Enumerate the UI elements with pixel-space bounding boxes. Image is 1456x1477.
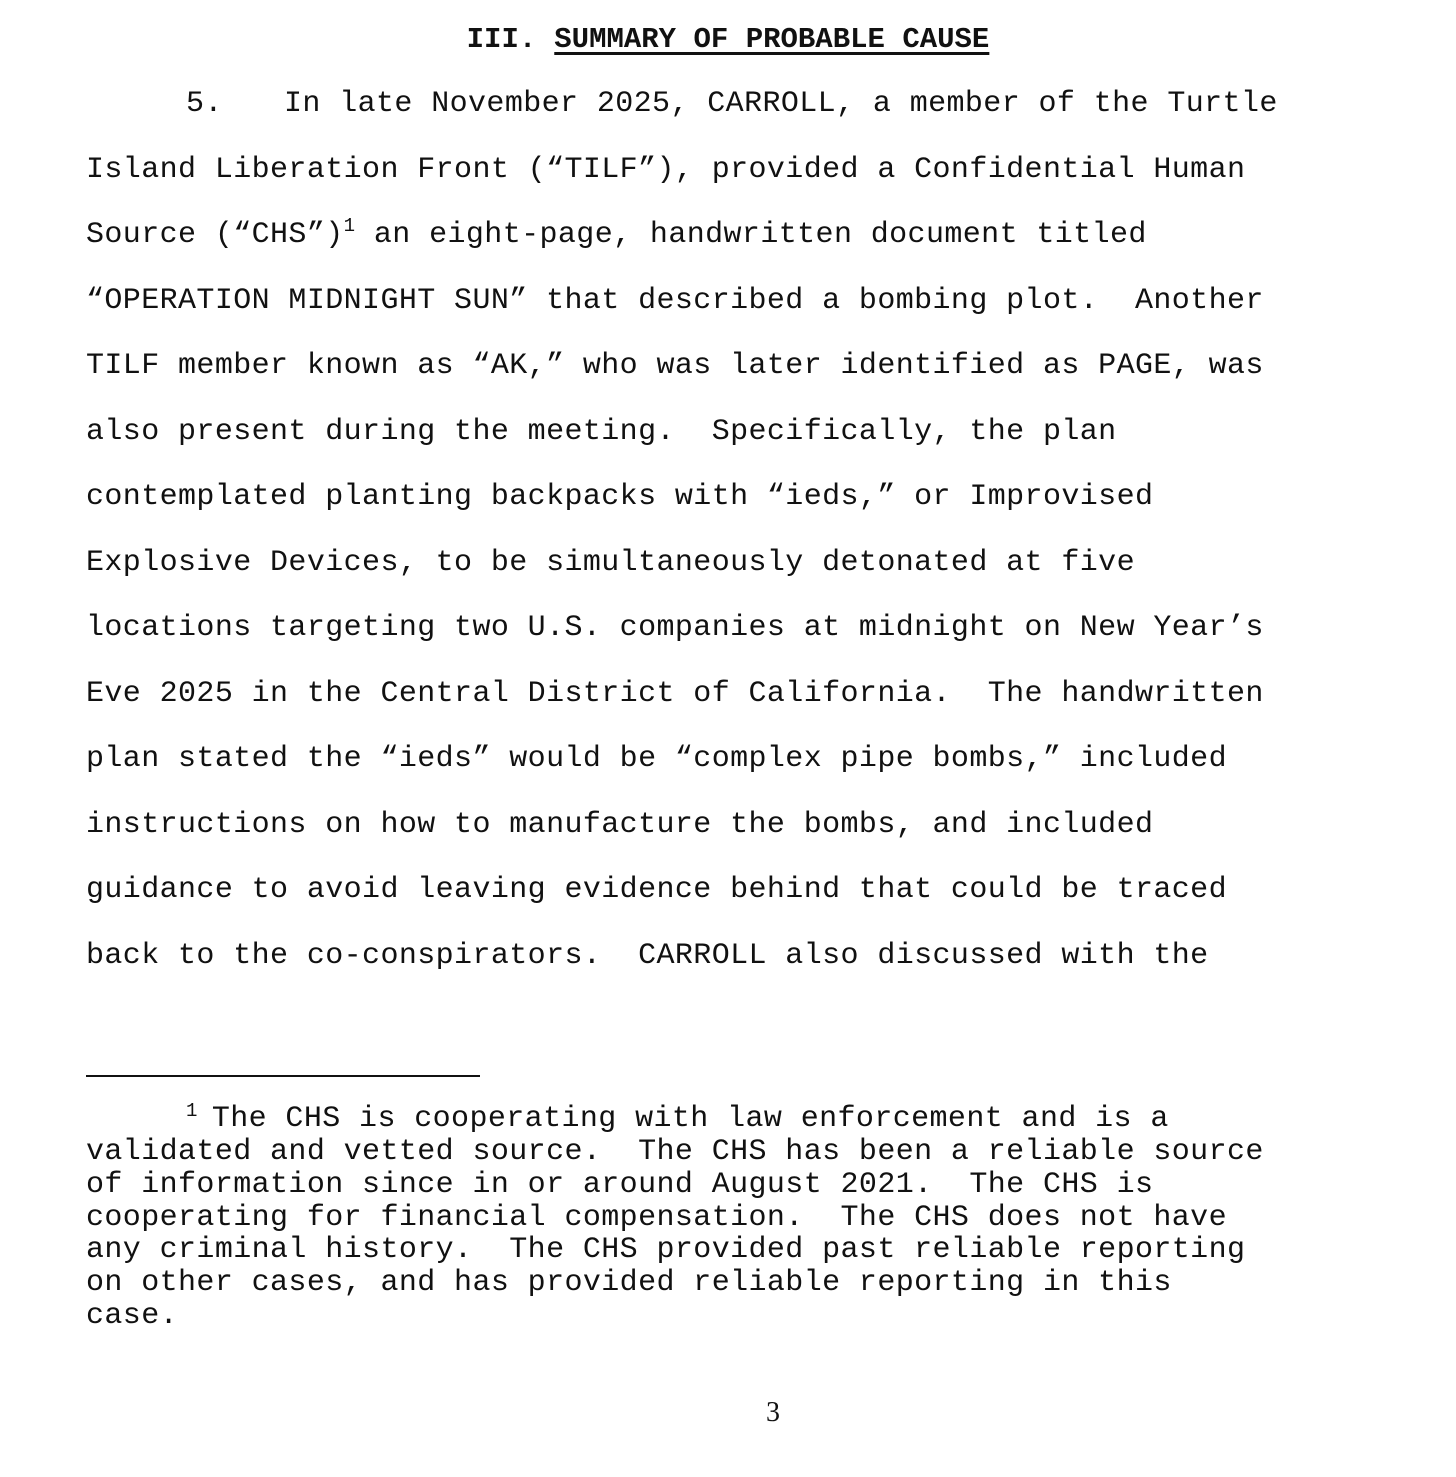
paragraph-line: TILF member known as “AK,” who was later identified as PAGE, was (86, 349, 1264, 383)
page-number: 3 (766, 1397, 780, 1428)
paragraph-line: guidance to avoid leaving evidence behind that could be traced (86, 873, 1227, 907)
section-heading (0, 22, 1456, 58)
footnote-line: any criminal history. The CHS provided past reliable reporting (86, 1233, 1246, 1267)
paragraph-number: 5. (186, 87, 223, 121)
paragraph-line: “OPERATION MIDNIGHT SUN” that described a bombing plot. Another (86, 284, 1264, 318)
paragraph-line: also present during the meeting. Specifically, the plan (86, 415, 1117, 449)
paragraph-line: Eve 2025 in the Central District of California. The handwritten (86, 677, 1264, 711)
paragraph-line: instructions on how to manufacture the bombs, and included (86, 808, 1154, 842)
footnote-marker: 1 (186, 1100, 198, 1122)
footnote-line: $^1$ The CHS is cooperating with law enforcement and is a (186, 1100, 1169, 1136)
paragraph-line: contemplated planting backpacks with “ieds,” or Improvised (86, 480, 1154, 514)
footnote-line: validated and vetted source. The CHS has been a reliable source (86, 1135, 1264, 1169)
footnote-line: of information since in or around August 2021. The CHS is (86, 1168, 1154, 1202)
footnote-line: cooperating for financial compensation. The CHS does not have (86, 1201, 1227, 1235)
footnote-line: on other cases, and has provided reliable reporting in this (86, 1266, 1172, 1300)
section-title: SUMMARY OF PROBABLE CAUSE (554, 23, 990, 56)
footnote-line: case. (86, 1299, 179, 1333)
footnote-reference[interactable]: 1 (343, 215, 356, 237)
paragraph-line: 5. In late November 2025, CARROLL, a member of the Turtle (186, 87, 1278, 121)
footnote-separator (86, 1075, 480, 1077)
paragraph-line: Island Liberation Front (“TILF”), provided a Confidential Human (86, 153, 1246, 187)
paragraph-line: back to the co-conspirators. CARROLL also discussed with the (86, 939, 1209, 973)
paragraph-line: locations targeting two U.S. companies at midnight on New Year’s (86, 611, 1264, 645)
paragraph-line: Explosive Devices, to be simultaneously detonated at five (86, 546, 1135, 580)
section-number: III. (466, 23, 537, 56)
paragraph-line: Source (“CHS”)$^1$ an eight-page, handwritten document titled (86, 215, 1147, 252)
paragraph-line: plan stated the “ieds” would be “complex pipe bombs,” included (86, 742, 1227, 776)
